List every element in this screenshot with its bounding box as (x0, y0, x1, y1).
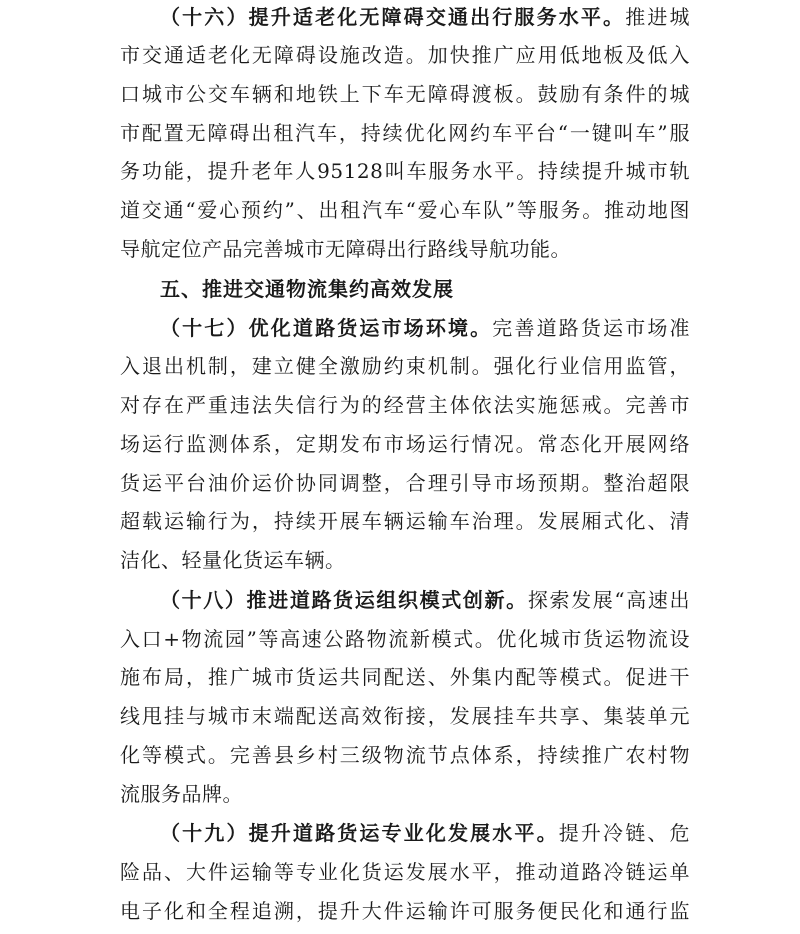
paragraph-16-line-5: 务功能，提升老年人95128叫车服务水平。持续提升城市轨 (120, 159, 690, 183)
paragraph-19-lead: （十九）提升道路货运专业化发展水平。 (160, 821, 559, 845)
paragraph-18-line-2: 入口+物流园”等高速公路物流新模式。优化城市货运物流设 (120, 627, 690, 651)
paragraph-16-line-2: 市交通适老化无障碍设施改造。加快推广应用低地板及低入 (120, 43, 690, 67)
section-heading-5: 五、推进交通物流集约高效发展 (160, 277, 454, 301)
paragraph-16-line-4: 市配置无障碍出租汽车，持续优化网约车平台“一键叫车”服 (120, 121, 690, 145)
paragraph-16-line-3: 口城市公交车辆和地铁上下车无障碍渡板。鼓励有条件的城 (120, 82, 690, 106)
paragraph-17-line-1: （十七）优化道路货运市场环境。完善道路货运市场准 (160, 316, 691, 340)
paragraph-17-line-5: 货运平台油价运价协同调整，合理引导市场预期。整治超限 (120, 471, 690, 495)
paragraph-17-line-7: 洁化、轻量化货运车辆。 (120, 548, 346, 572)
paragraph-19-line-1: （十九）提升道路货运专业化发展水平。提升冷链、危 (160, 821, 691, 845)
paragraph-16-lead: （十六）提升适老化无障碍交通出行服务水平。 (160, 5, 626, 29)
paragraph-18-line-6: 流服务品牌。 (120, 782, 243, 806)
paragraph-18-line-3: 施布局，推广城市货运共同配送、外集内配等模式。促进干 (120, 665, 690, 689)
paragraph-17-line-6: 超载运输行为，持续开展车辆运输车治理。发展厢式化、清 (120, 509, 690, 533)
paragraph-18-line-5: 化等模式。完善县乡村三级物流节点体系，持续推广农村物 (120, 743, 690, 767)
paragraph-19-line-2: 险品、大件运输等专业化货运发展水平，推动道路冷链运单 (120, 860, 690, 884)
paragraph-17-lead: （十七）优化道路货运市场环境。 (160, 316, 493, 340)
paragraph-16-line-6: 道交通“爱心预约”、出租汽车“爱心车队”等服务。推动地图 (120, 198, 690, 222)
paragraph-17-line-2: 入退出机制，建立健全激励约束机制。强化行业信用监管， (120, 354, 690, 378)
paragraph-16-line-1: （十六）提升适老化无障碍交通出行服务水平。推进城 (160, 5, 691, 29)
paragraph-17-line-4: 场运行监测体系，定期发布市场运行情况。常态化开展网络 (120, 432, 690, 456)
paragraph-18-line-1: （十八）推进道路货运组织模式创新。探索发展“高速出 (160, 588, 691, 612)
paragraph-18-line-4: 线甩挂与城市末端配送高效衔接，发展挂车共享、集装单元 (120, 704, 690, 728)
paragraph-19-line-3: 电子化和全程追溯，提升大件运输许可服务便民化和通行监 (120, 899, 690, 923)
paragraph-16-line-7: 导航定位产品完善城市无障碍出行路线导航功能。 (120, 237, 571, 261)
paragraph-18-lead: （十八）推进道路货运组织模式创新。 (160, 588, 528, 612)
paragraph-17-line-3: 对存在严重违法失信行为的经营主体依法实施惩戒。完善市 (120, 393, 690, 417)
